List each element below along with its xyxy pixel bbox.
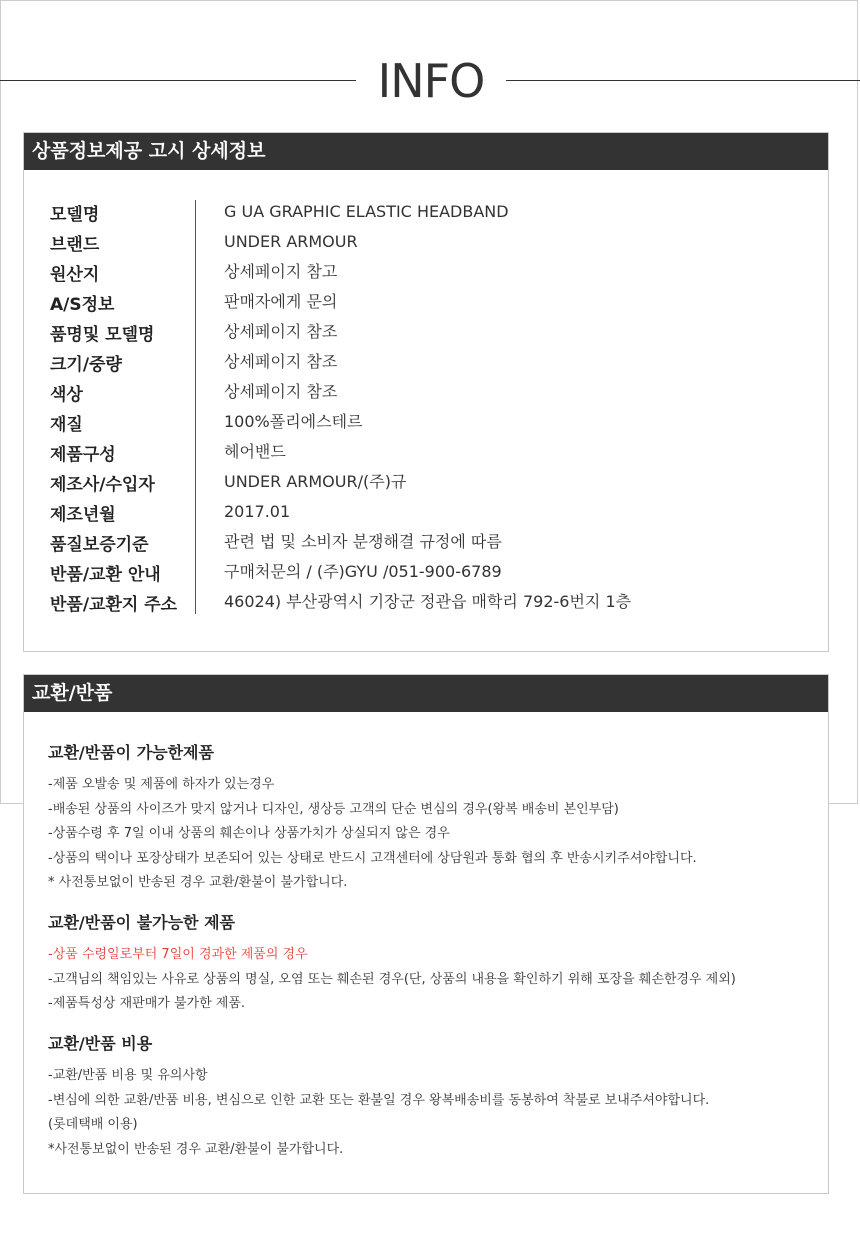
spec-label: 색상 bbox=[50, 384, 83, 405]
spec-label: 모델명 bbox=[50, 204, 100, 225]
spec-value: 2017.01 bbox=[224, 502, 291, 521]
cost-line: (롯데택배 이용) bbox=[48, 1117, 138, 1132]
spec-label: 크기/중량 bbox=[50, 354, 122, 375]
spec-row-warranty bbox=[50, 527, 631, 557]
spec-value: 상세페이지 참조 bbox=[224, 322, 338, 341]
spec-value: 100%폴리에스테르 bbox=[224, 412, 363, 431]
impossible-title: 교환/반품이 불가능한 제품 bbox=[48, 913, 236, 932]
spec-row-composition bbox=[50, 437, 631, 467]
possible-line: -배송된 상품의 사이즈가 맞지 않거나 디자인, 생상등 고객의 단순 변심의 경우(왕복 배송비 본인부담) bbox=[48, 801, 619, 817]
product-spec-table bbox=[50, 197, 631, 617]
spec-label: 원산지 bbox=[50, 264, 100, 285]
spec-value: 판매자에게 문의 bbox=[224, 292, 338, 311]
spec-row-color bbox=[50, 377, 631, 407]
possible-title: 교환/반품이 가능한제품 bbox=[48, 743, 214, 762]
possible-line: -제품 오발송 및 제품에 하자가 있는경우 bbox=[48, 777, 275, 792]
info-heading bbox=[0, 46, 860, 116]
impossible-line: -제품특성상 재판매가 불가한 제품. bbox=[48, 996, 246, 1011]
exchange-return-section bbox=[23, 674, 829, 1194]
spec-row-material bbox=[50, 407, 631, 437]
spec-row-manufacture-date bbox=[50, 497, 631, 527]
info-title: INFO bbox=[377, 54, 485, 108]
cost-line: -교환/반품 비용 및 유의사항 bbox=[48, 1068, 208, 1083]
spec-label: 품명및 모델명 bbox=[50, 324, 155, 345]
spec-row-origin bbox=[50, 257, 631, 287]
spec-row-brand bbox=[50, 227, 631, 257]
spec-value: UNDER ARMOUR bbox=[224, 232, 358, 251]
spec-value: G UA GRAPHIC ELASTIC HEADBAND bbox=[224, 202, 509, 221]
spec-value: 상세페이지 참조 bbox=[224, 382, 338, 401]
spec-value: 구매처문의 / (주)GYU /051-900-6789 bbox=[224, 562, 502, 581]
impossible-line: -고객님의 책임있는 사유로 상품의 명실, 오염 또는 훼손된 경우(단, 상품의 내용을 확인하기 위해 포장을 훼손한경우 제외) bbox=[48, 971, 736, 987]
cost-block bbox=[48, 1032, 709, 1162]
spec-row-product-name bbox=[50, 317, 631, 347]
possible-line: -상품의 택이나 포장상태가 보존되어 있는 상태로 반드시 고객센터에 상담원과 통화 협의 후 반송시키주셔야합니다. bbox=[48, 850, 697, 866]
spec-label: 브랜드 bbox=[50, 234, 100, 255]
possible-block bbox=[48, 741, 697, 896]
spec-value: UNDER ARMOUR/(주)규 bbox=[224, 472, 407, 491]
spec-label: 제조사/수입자 bbox=[50, 474, 155, 495]
cost-note: *사전통보없이 반송된 경우 교환/환불이 불가합니다. bbox=[48, 1141, 344, 1157]
spec-row-model bbox=[50, 197, 631, 227]
heading-rule-right bbox=[506, 80, 860, 81]
spec-row-return-address bbox=[50, 587, 631, 617]
cost-line: -변심에 의한 교환/반품 비용, 변심으로 인한 교환 또는 환불일 경우 왕복배송비를 동봉하여 착불로 보내주셔야합니다. bbox=[48, 1092, 710, 1108]
spec-label: 제품구성 bbox=[50, 444, 116, 465]
heading-rule-left bbox=[0, 80, 356, 81]
spec-label: 제조년월 bbox=[50, 504, 116, 525]
exchange-return-header: 교환/반품 bbox=[24, 675, 828, 712]
spec-value: 관련 법 및 소비자 분쟁해결 규정에 따름 bbox=[224, 532, 502, 551]
impossible-block bbox=[48, 911, 736, 1017]
product-info-header: 상품정보제공 고시 상세정보 bbox=[24, 133, 828, 170]
cost-title: 교환/반품 비용 bbox=[48, 1034, 153, 1053]
spec-label: A/S정보 bbox=[50, 294, 115, 315]
spec-label: 재질 bbox=[50, 414, 83, 435]
spec-row-manufacturer bbox=[50, 467, 631, 497]
spec-row-as-info bbox=[50, 287, 631, 317]
possible-line: -상품수령 후 7일 이내 상품의 훼손이나 상품가치가 상실되지 않은 경우 bbox=[48, 826, 450, 841]
spec-value: 상세페이지 참조 bbox=[224, 352, 338, 371]
spec-row-size-weight bbox=[50, 347, 631, 377]
spec-label: 품질보증기준 bbox=[50, 534, 149, 555]
spec-label: 반품/교환지 주소 bbox=[50, 594, 178, 615]
product-info-section bbox=[23, 132, 829, 652]
possible-note: * 사전통보없이 반송된 경우 교환/환불이 불가합니다. bbox=[48, 875, 348, 890]
impossible-highlight-line: -상품 수령일로부터 7일이 경과한 제품의 경우 bbox=[48, 947, 308, 962]
spec-label: 반품/교환 안내 bbox=[50, 564, 161, 585]
spec-value: 헤어밴드 bbox=[224, 442, 286, 461]
spec-row-return-guide bbox=[50, 557, 631, 587]
spec-value: 상세페이지 참고 bbox=[224, 262, 338, 281]
spec-value: 46024) 부산광역시 기장군 정관읍 매학리 792-6번지 1층 bbox=[224, 592, 632, 611]
